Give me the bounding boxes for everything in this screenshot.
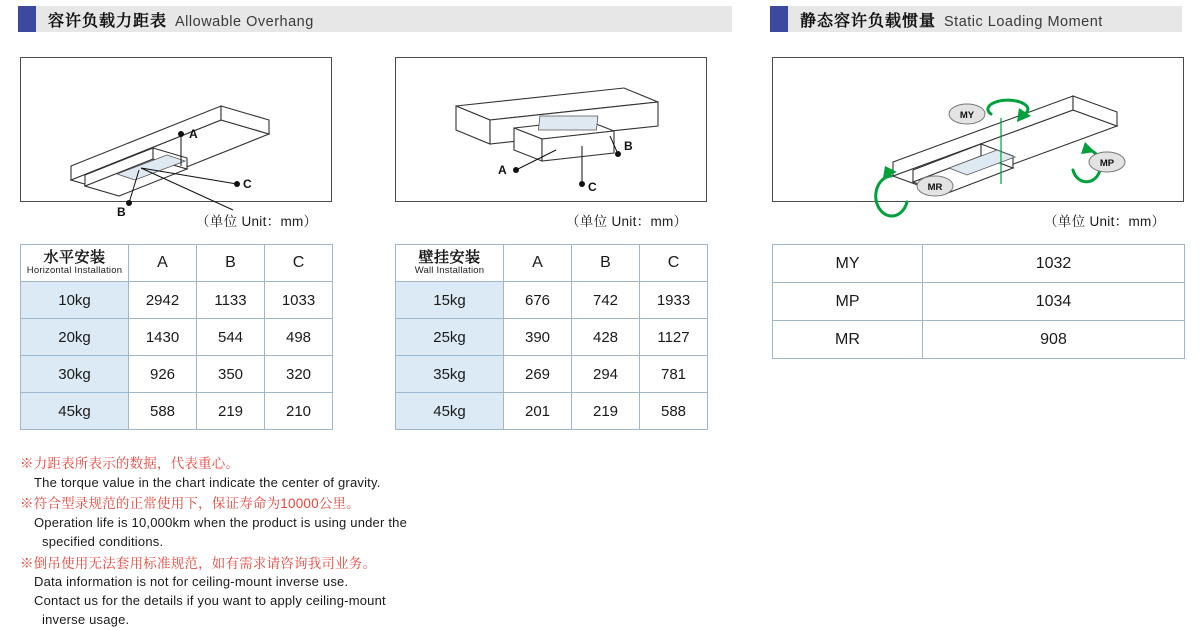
unit-note-figure3: （单位 Unit：mm） [1044,214,1166,229]
table-horizontal-installation [20,244,333,430]
table-header-label [21,245,129,282]
moment-value: 1034 [923,283,1185,321]
cell-b: 219 [572,393,640,430]
figure-moment-svg [773,58,1183,201]
cell-c: 1033 [265,282,333,319]
moment-key: MY [773,245,923,283]
table-static-loading-moment [772,244,1185,359]
figure-horizontal-svg [21,58,331,219]
header-label-en: Horizontal Installation [26,265,123,277]
cell-a: 269 [504,356,572,393]
figure-label-c: C [243,177,252,191]
section-header-text [788,8,1103,31]
row-label: 45kg [21,393,129,430]
cell-a: 676 [504,282,572,319]
figure-label-b: B [624,139,633,153]
figure-label-my: MY [959,110,975,121]
column-header-a: A [504,245,572,282]
cell-b: 350 [197,356,265,393]
column-header-a: A [129,245,197,282]
notes-block [20,452,490,630]
row-label: 25kg [396,319,504,356]
note-line: inverse usage. [42,611,130,627]
row-label: 10kg [21,282,129,319]
note-line: Operation life is 10,000km when the product is using under the [34,514,408,530]
note-line: specified conditions. [42,533,164,549]
cell-a: 1430 [129,319,197,356]
cell-a: 588 [129,393,197,430]
cell-b: 544 [197,319,265,356]
moment-key: MR [773,321,923,359]
note-line: Data information is not for ceiling-mount inverse use. [34,574,349,590]
cell-c: 781 [640,356,708,393]
cell-a: 201 [504,393,572,430]
row-label: 15kg [396,282,504,319]
row-label: 45kg [396,393,504,430]
cell-b: 219 [197,393,265,430]
accent-bar [770,6,788,32]
cell-c: 1127 [640,319,708,356]
table-row [21,393,333,430]
table-header-label [396,245,504,282]
note-line: The torque value in the chart indicate the center of gravity. [34,474,381,490]
table-row [773,283,1185,321]
table-row [396,282,708,319]
column-header-b: B [197,245,265,282]
moment-key: MP [773,283,923,321]
table-row [21,356,333,393]
section-header-static-loading-moment [770,6,1182,32]
cell-c: 588 [640,393,708,430]
table-row [396,393,708,430]
figure-label-b: B [117,205,126,219]
unit-note-figure2: （单位 Unit：mm） [566,214,688,229]
cell-b: 294 [572,356,640,393]
section-header-allowable-overhang [18,6,732,32]
header-label-cn: 壁挂安装 [418,249,481,266]
moment-value: 908 [923,321,1185,359]
row-label: 20kg [21,319,129,356]
figure-wall-installation [395,57,707,202]
figure-label-a: A [189,127,198,141]
table-row [396,319,708,356]
cell-b: 742 [572,282,640,319]
section-title-cn: 容许负载力距表 [48,12,168,30]
figure-label-c: C [588,180,597,194]
note-line: ※倒吊使用无法套用标准规范，如有需求请咨询我司业务。 [20,555,377,571]
table-header-row [21,245,333,282]
column-header-c: C [265,245,333,282]
table-row [773,245,1185,283]
note-line: ※力距表所表示的数据，代表重心。 [20,456,240,471]
column-header-c: C [640,245,708,282]
section-header-text [36,8,314,31]
table-row [21,282,333,319]
row-label: 30kg [21,356,129,393]
section-title-en: Static Loading Moment [944,13,1103,30]
table-row [773,321,1185,359]
figure-wall-svg [396,58,706,201]
cell-a: 390 [504,319,572,356]
header-label-en: Wall Installation [414,265,485,277]
section-title-cn: 静态容许负载惯量 [800,12,937,30]
figure-label-mp: MP [1099,158,1115,169]
column-header-b: B [572,245,640,282]
unit-note-figure1: （单位 Unit：mm） [196,214,318,229]
figure-static-loading-moment [772,57,1184,202]
note-line: Contact us for the details if you want to apply ceiling-mount [34,593,386,609]
cell-b: 428 [572,319,640,356]
table-row [396,356,708,393]
cell-c: 498 [265,319,333,356]
table-row [21,319,333,356]
header-label-cn: 水平安装 [43,249,106,266]
cell-b: 1133 [197,282,265,319]
table-header-row [396,245,708,282]
accent-bar [18,6,36,32]
cell-a: 2942 [129,282,197,319]
moment-value: 1032 [923,245,1185,283]
section-title-en: Allowable Overhang [175,13,314,30]
cell-c: 320 [265,356,333,393]
cell-a: 926 [129,356,197,393]
row-label: 35kg [396,356,504,393]
cell-c: 210 [265,393,333,430]
cell-c: 1933 [640,282,708,319]
figure-horizontal-installation [20,57,332,219]
table-wall-installation [395,244,708,430]
figure-label-a: A [498,163,507,177]
note-line: ※符合型录规范的正常使用下，保证寿命为10000公里。 [20,496,360,512]
figure-label-mr: MR [927,182,943,193]
